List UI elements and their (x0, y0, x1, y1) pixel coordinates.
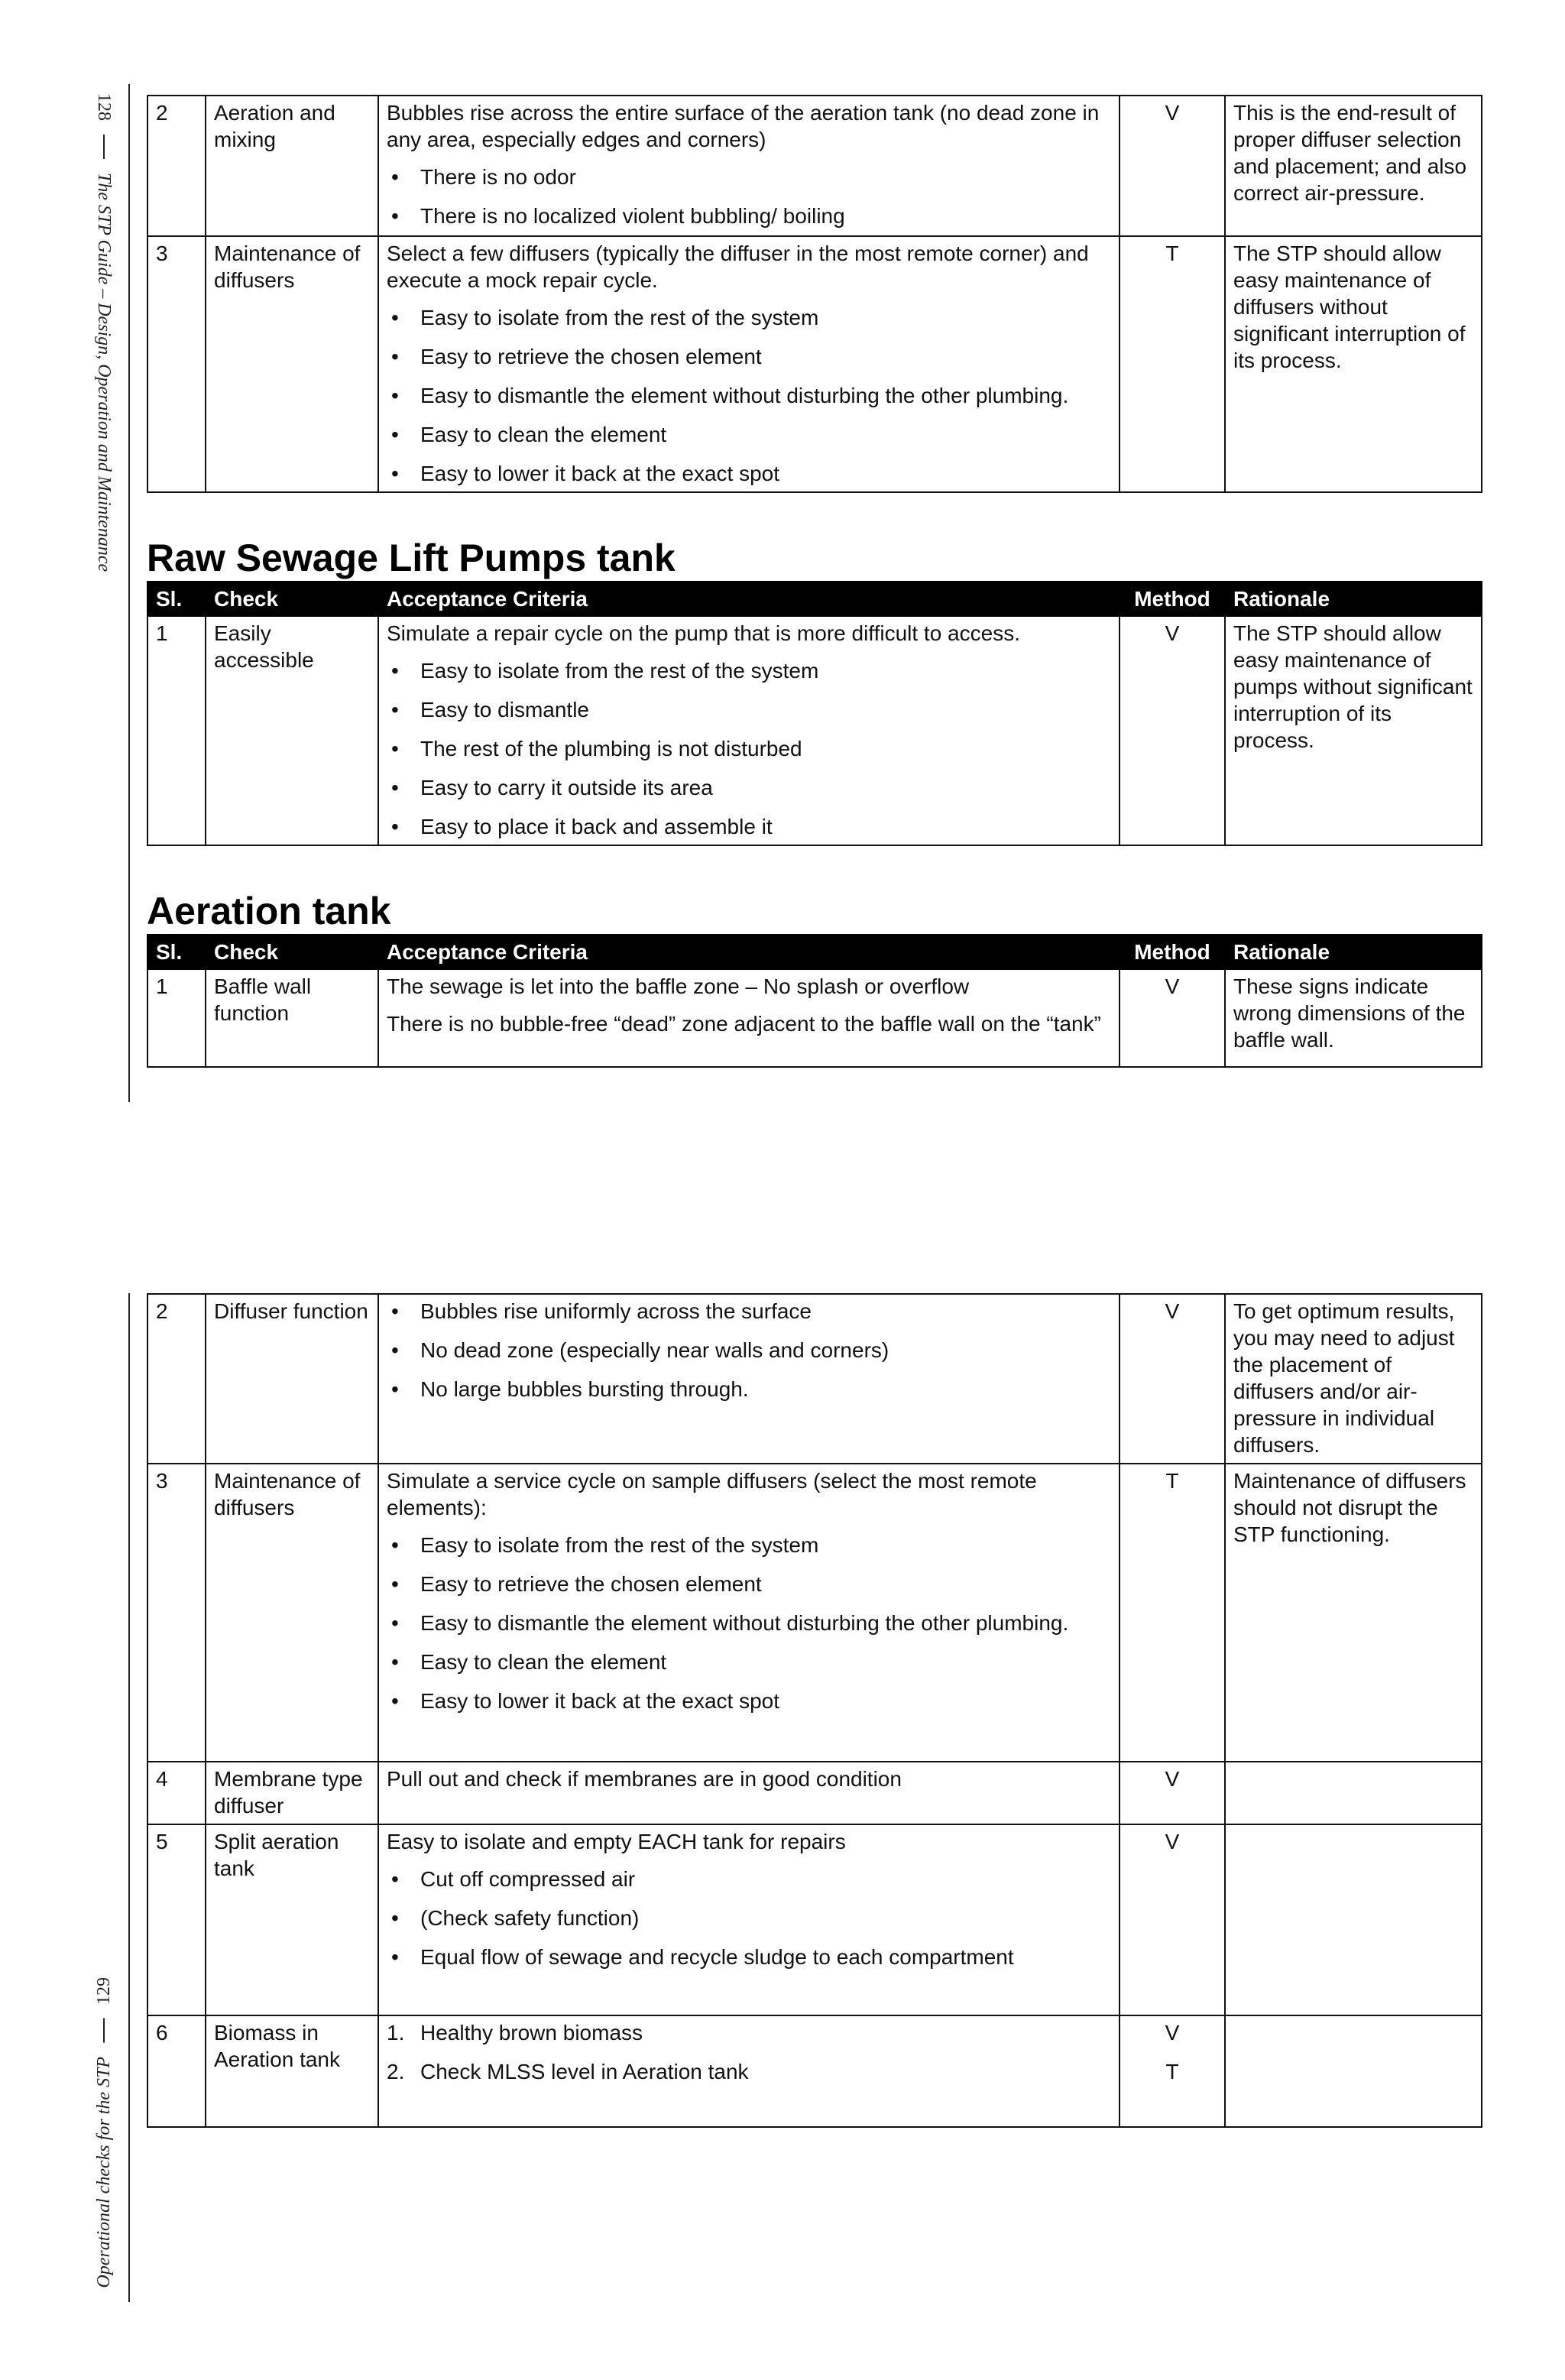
list-item: • No large bubbles bursting through. (387, 1376, 1111, 1402)
sl-cell: 3 (147, 236, 206, 492)
page-128 (0, 0, 1565, 1116)
list-item: • Easy to isolate from the rest of the system (387, 657, 1111, 684)
table-row (147, 1294, 1482, 1464)
method-cell: V (1119, 96, 1225, 236)
criteria-intro: Bubbles rise across the entire surface of the aeration tank (no dead zone in any area, especially edges and corners) (387, 101, 1100, 151)
method-value: V (1165, 2021, 1180, 2044)
check-cell: Aeration and mixing (206, 96, 378, 236)
criteria-list (387, 1866, 1111, 1970)
method-cell: V (1119, 969, 1225, 1067)
sl-cell: 1 (147, 969, 206, 1067)
check-cell: Maintenance of diffusers (206, 236, 378, 492)
criteria-cell (378, 1824, 1119, 2015)
list-item: • Easy to retrieve the chosen element (387, 343, 1111, 370)
section-title-lift-pumps: Raw Sewage Lift Pumps tank (147, 537, 676, 579)
criteria-intro: Simulate a service cycle on sample diffusers (select the most remote elements): (387, 1469, 1037, 1519)
header-method: Method (1119, 582, 1225, 616)
header-criteria: Acceptance Criteria (378, 582, 1119, 616)
rationale-cell (1225, 2015, 1482, 2127)
list-item: • There is no odor (387, 164, 1111, 190)
list-item: • There is no localized violent bubbling/ boiling (387, 203, 1111, 229)
criteria-cell: Pull out and check if membranes are in good condition (378, 1762, 1119, 1824)
method-cell: V (1119, 1824, 1225, 2015)
running-head-129 (86, 1977, 122, 2288)
list-item: • No dead zone (especially near walls and corners) (387, 1337, 1111, 1363)
criteria-list (387, 1532, 1111, 1714)
item-number: 2. (387, 2060, 405, 2083)
header-sl: Sl. (147, 935, 206, 969)
table-row (147, 2015, 1482, 2127)
rationale-cell: The STP should allow easy maintenance of pumps without significant interruption of its process. (1225, 616, 1482, 845)
check-cell: Baffle wall function (206, 969, 378, 1067)
header-criteria: Acceptance Criteria (378, 935, 1119, 969)
list-item: • Equal flow of sewage and recycle sludge to each compartment (387, 1944, 1111, 1970)
list-item: • Cut off compressed air (387, 1866, 1111, 1892)
item-number: 1. (387, 2021, 405, 2044)
header-method: Method (1119, 935, 1225, 969)
criteria-list (387, 657, 1111, 840)
criteria-cell (378, 1464, 1119, 1762)
divider (103, 2018, 105, 2043)
running-head-title: Operational checks for the STP (94, 2057, 114, 2288)
rationale-cell: This is the end-result of proper diffuser selection and placement; and also correct air-pressure. (1225, 96, 1482, 236)
list-item: • Easy to lower it back at the exact spot (387, 1688, 1111, 1714)
check-cell: Diffuser function (206, 1294, 378, 1464)
criteria-intro: Easy to isolate and empty EACH tank for repairs (387, 1830, 846, 1853)
table-row (147, 616, 1482, 845)
sl-cell: 6 (147, 2015, 206, 2127)
lift-pumps-table (147, 581, 1482, 846)
criteria-cell (378, 96, 1119, 236)
rationale-cell: These signs indicate wrong dimensions of the baffle wall. (1225, 969, 1482, 1067)
page-129 (0, 1190, 1565, 2380)
sl-cell: 2 (147, 96, 206, 236)
list-item: • Easy to lower it back at the exact spot (387, 460, 1111, 487)
method-cell: V (1119, 616, 1225, 845)
list-item: • Easy to retrieve the chosen element (387, 1571, 1111, 1597)
criteria-cell (378, 2015, 1119, 2127)
list-item: • Easy to isolate from the rest of the system (387, 304, 1111, 331)
sl-cell: 4 (147, 1762, 206, 1824)
section-title-aeration-tank: Aeration tank (147, 890, 391, 932)
criteria-intro: Select a few diffusers (typically the diffuser in the most remote corner) and execute a mock repair cycle. (387, 242, 1089, 292)
check-cell: Membrane type diffuser (206, 1762, 378, 1824)
method-cell: V (1119, 1294, 1225, 1464)
list-item: • Easy to dismantle the element without disturbing the other plumbing. (387, 1610, 1111, 1636)
table-row (147, 236, 1482, 492)
list-item: • Easy to place it back and assemble it (387, 813, 1111, 840)
list-item: • Bubbles rise uniformly across the surface (387, 1298, 1111, 1325)
aeration-tank-table (147, 934, 1482, 1068)
method-cell: T (1119, 1464, 1225, 1762)
method-cell (1119, 2015, 1225, 2127)
sl-cell: 5 (147, 1824, 206, 2015)
criteria-cell (378, 236, 1119, 492)
header-check: Check (206, 582, 378, 616)
list-item: • Easy to dismantle the element without disturbing the other plumbing. (387, 382, 1111, 409)
sl-cell: 3 (147, 1464, 206, 1762)
criteria-line: There is no bubble-free “dead” zone adjacent to the baffle wall on the “tank” (387, 1012, 1101, 1036)
check-cell: Maintenance of diffusers (206, 1464, 378, 1762)
criteria-cell (378, 969, 1119, 1067)
item-text: Healthy brown biomass (420, 2021, 643, 2044)
divider (103, 135, 105, 159)
criteria-cell (378, 616, 1119, 845)
check-cell: Biomass in Aeration tank (206, 2015, 378, 2127)
check-cell: Split aeration tank (206, 1824, 378, 2015)
method-cell: V (1119, 1762, 1225, 1824)
criteria-list (387, 1298, 1111, 1402)
running-head-128 (86, 93, 122, 572)
sl-cell: 1 (147, 616, 206, 845)
list-item: • Easy to clean the element (387, 1649, 1111, 1675)
rationale-cell: To get optimum results, you may need to adjust the placement of diffusers and/or air-pressure in individual diffusers. (1225, 1294, 1482, 1464)
criteria-list (387, 164, 1111, 229)
margin-rule (128, 84, 130, 1102)
method-value: T (1165, 2060, 1179, 2083)
criteria-numbered-list (387, 2019, 1111, 2085)
page-number: 128 (94, 93, 114, 121)
list-item (387, 2058, 1111, 2085)
table-row (147, 1464, 1482, 1762)
header-rationale: Rationale (1225, 582, 1482, 616)
aeration-tank-continuation-table (147, 1293, 1482, 2128)
header-sl: Sl. (147, 582, 206, 616)
table-row (147, 1824, 1482, 2015)
table-row (147, 969, 1482, 1067)
sl-cell: 2 (147, 1294, 206, 1464)
criteria-line: The sewage is let into the baffle zone – No splash or overflow (387, 974, 970, 998)
table-header-row (147, 935, 1482, 969)
table-row (147, 1762, 1482, 1824)
table-row (147, 96, 1482, 236)
header-check: Check (206, 935, 378, 969)
item-text: Check MLSS level in Aeration tank (420, 2060, 749, 2083)
rationale-cell (1225, 1762, 1482, 1824)
rationale-cell: Maintenance of diffusers should not disrupt the STP functioning. (1225, 1464, 1482, 1762)
diffuser-continuation-table (147, 95, 1482, 493)
margin-rule (128, 1293, 130, 2302)
list-item: • Easy to isolate from the rest of the system (387, 1532, 1111, 1558)
list-item: • Easy to clean the element (387, 421, 1111, 448)
method-cell: T (1119, 236, 1225, 492)
running-head-title: The STP Guide – Design, Operation and Maintenance (94, 173, 114, 572)
criteria-list (387, 304, 1111, 487)
list-item: • Easy to carry it outside its area (387, 774, 1111, 801)
list-item: • The rest of the plumbing is not disturbed (387, 735, 1111, 762)
header-rationale: Rationale (1225, 935, 1482, 969)
list-item: • (Check safety function) (387, 1905, 1111, 1931)
table-header-row (147, 582, 1482, 616)
criteria-cell (378, 1294, 1119, 1464)
rationale-cell: The STP should allow easy maintenance of diffusers without significant interruption of its process. (1225, 236, 1482, 492)
list-item: • Easy to dismantle (387, 696, 1111, 723)
criteria-intro: Simulate a repair cycle on the pump that is more difficult to access. (387, 621, 1020, 645)
check-cell: Easily accessible (206, 616, 378, 845)
rationale-cell (1225, 1824, 1482, 2015)
page-number: 129 (94, 1977, 114, 2005)
list-item (387, 2019, 1111, 2046)
